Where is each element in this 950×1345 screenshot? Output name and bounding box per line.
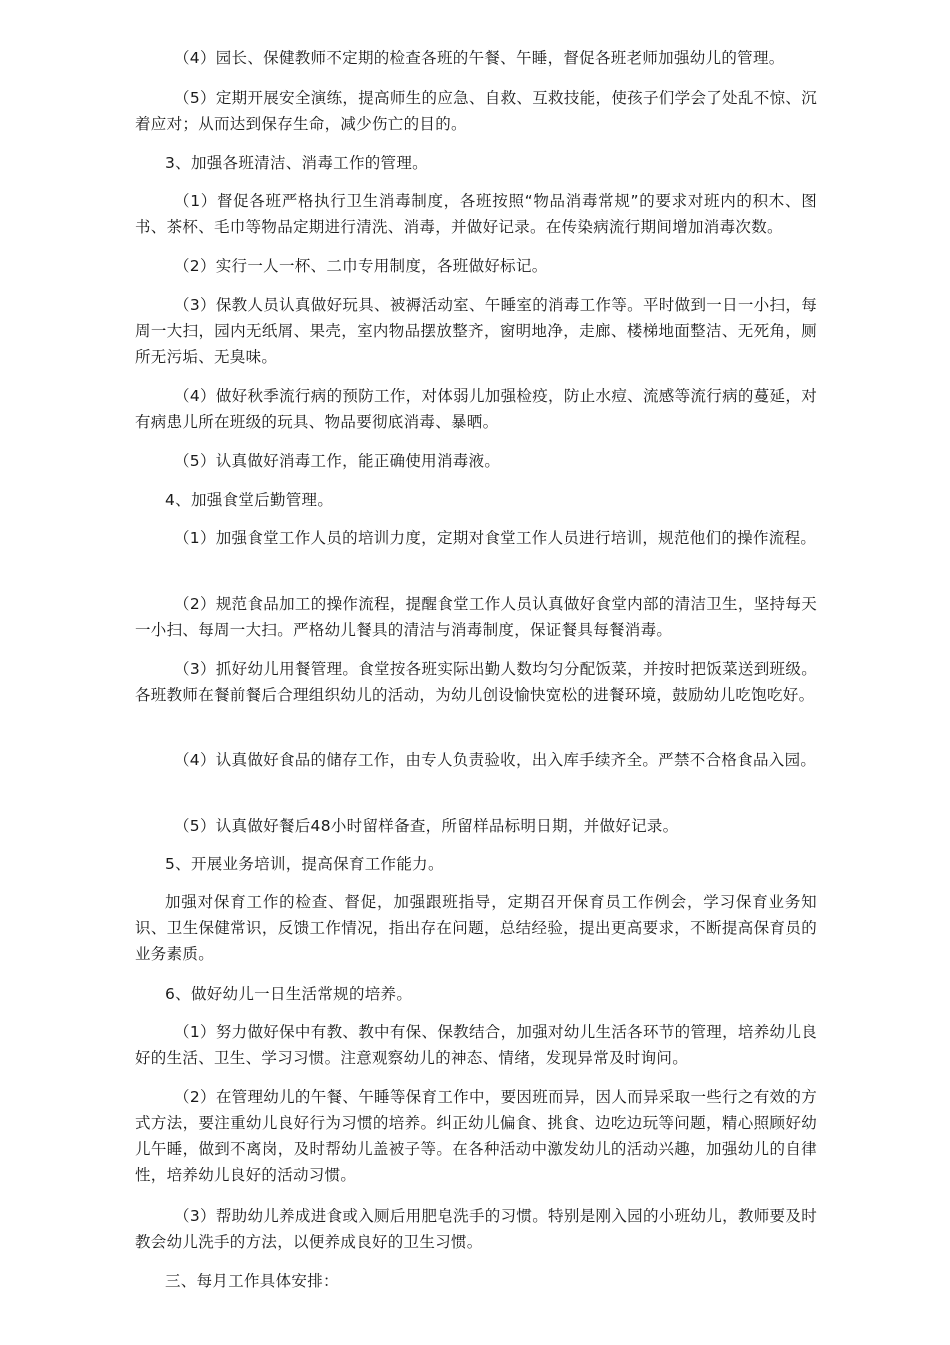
section-heading: 5、开展业务培训，提高保育工作能力。: [165, 855, 444, 873]
paragraph: （2）实行一人一杯、二巾专用制度，各班做好标记。: [174, 257, 548, 275]
paragraph: （3）抓好幼儿用餐管理。食堂按各班实际出勤人数均匀分配饭菜，并按时把饭菜送到班级。各班教师在餐前餐后合理组织幼儿的活动，为幼儿创设愉快宽松的进餐环境，鼓励幼儿吃饱吃好。: [135, 660, 817, 704]
section-heading: 三、每月工作具体安排：: [165, 1272, 339, 1290]
paragraph: （2）在管理幼儿的午餐、午睡等保育工作中，要因班而异，因人而异采取一些行之有效的方式方法，要注重幼儿良好行为习惯的培养。纠正幼儿偏食、挑食、边吃边玩等问题，精心照顾好幼儿午睡，做到不离岗，及时帮幼儿盖被子等。在各种活动中激发幼儿的活动兴趣，加强幼儿的自律性，培养幼儿良好的活动习惯。: [135, 1088, 817, 1184]
paragraph: （1）督促各班严格执行卫生消毒制度，各班按照“物品消毒常规”的要求对班内的积木、图书、茶杯、毛巾等物品定期进行清洗、消毒，并做好记录。在传染病流行期间增加消毒次数。: [135, 192, 817, 236]
paragraph: （5）认真做好消毒工作，能正确使用消毒液。: [174, 452, 501, 470]
paragraph: （5）认真做好餐后48小时留样备查，所留样品标明日期，并做好记录。: [174, 817, 679, 835]
section-heading: 6、做好幼儿一日生活常规的培养。: [165, 985, 413, 1003]
paragraph: （1）努力做好保中有教、教中有保、保教结合，加强对幼儿生活各环节的管理，培养幼儿良好的生活、卫生、学习习惯。注意观察幼儿的神态、情绪，发现异常及时询问。: [135, 1023, 817, 1067]
section-heading: 3、加强各班清洁、消毒工作的管理。: [165, 154, 428, 172]
paragraph: （2）规范食品加工的操作流程，提醒食堂工作人员认真做好食堂内部的清洁卫生，坚持每天一小扫、每周一大扫。严格幼儿餐具的清洁与消毒制度，保证餐具每餐消毒。: [135, 595, 817, 639]
paragraph: （4）园长、保健教师不定期的检查各班的午餐、午睡，督促各班老师加强幼儿的管理。: [174, 49, 785, 67]
paragraph: （4）认真做好食品的储存工作，由专人负责验收，出入库手续齐全。严禁不合格食品入园。: [174, 751, 817, 769]
paragraph: （1）加强食堂工作人员的培训力度，定期对食堂工作人员进行培训，规范他们的操作流程。: [174, 529, 817, 547]
paragraph: （3）帮助幼儿养成进食或入厕后用肥皂洗手的习惯。特别是刚入园的小班幼儿，教师要及时教会幼儿洗手的方法，以便养成良好的卫生习惯。: [135, 1207, 817, 1251]
paragraph: （3）保教人员认真做好玩具、被褥活动室、午睡室的消毒工作等。平时做到一日一小扫，每周一大扫，园内无纸屑、果壳，室内物品摆放整齐，窗明地净，走廊、楼梯地面整洁、无死角，厕所无污垢、无臭味。: [135, 296, 817, 366]
section-heading: 4、加强食堂后勤管理。: [165, 491, 334, 509]
paragraph: （5）定期开展安全演练，提高师生的应急、自救、互救技能，使孩子们学会了处乱不惊、沉着应对；从而达到保存生命，减少伤亡的目的。: [135, 89, 817, 133]
paragraph: （4）做好秋季流行病的预防工作，对体弱儿加强检疫，防止水痘、流感等流行病的蔓延，对有病患儿所在班级的玩具、物品要彻底消毒、暴晒。: [135, 387, 817, 431]
paragraph: 加强对保育工作的检查、督促，加强跟班指导，定期召开保育员工作例会，学习保育业务知识、卫生保健常识，反馈工作情况，指出存在问题，总结经验，提出更高要求，不断提高保育员的业务素质。: [135, 893, 817, 963]
